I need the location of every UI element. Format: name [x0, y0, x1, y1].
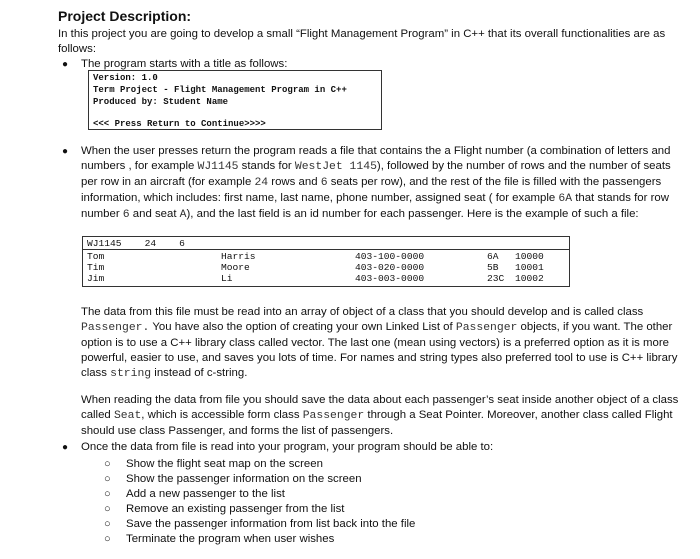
file-header-divider: [83, 249, 569, 250]
file-row-id: 10002: [515, 273, 544, 284]
file-header: WJ1145 24 6: [87, 238, 185, 249]
title-screen-box: [88, 70, 382, 130]
paragraph-seat-class: When reading the data from file you should save the data about each passenger’s seat inside another object of a class called Seat, which is accessible form class Passenger through a Seat Pointer. Moreover, another class called Flight should use class Passenger, and forms the list of passengers.: [81, 394, 679, 437]
bullet-2-text: When the user presses return the program reads a file that contains the a Flight number (a combination of letters and numbers , for example WJ1145 stands for WestJet 1145), followed by the number of rows and the number of seats per row in an aircraft (for example 24 rows and 6 seats per row), and the rest of the file is filled with the passengers information, which includes: first name, last name, phone number, assigned seat ( for example 6A that stands for row number 6 and seat A), and the last field is an id number for each passenger. Here is the example of such a file:: [81, 145, 671, 221]
circle-bullet-icon: ○: [104, 503, 111, 515]
circle-bullet-icon: ○: [104, 458, 111, 470]
file-row-first: Jim: [87, 273, 105, 284]
bullet-1-text: The program starts with a title as follows:: [81, 58, 288, 70]
list-item: Save the passenger information from list back into the file: [126, 518, 416, 530]
list-item: Remove an existing passenger from the list: [126, 503, 345, 515]
bullet-dot-2: ●: [62, 146, 69, 157]
file-row-last: Li: [221, 273, 233, 284]
intro-paragraph: In this project you are going to develop a small “Flight Management Program” in C++ that its overall functionalities are as follows:: [58, 28, 666, 55]
paragraph-passenger-class: The data from this file must be read into an array of object of a class that you should develop and is called class Passenger. You have also the option of creating your own Linked List of Passenger objects, if you want. The other option is to use a C++ library class called vector. The last one (mean using vectors) is a preferred option as it is more powerful, easier to use, and saves you lots of time. For names and string types also preferred tool to use is C++ library class string instead of c-string.: [81, 306, 678, 380]
bullet-dot-3: ●: [62, 442, 69, 453]
file-row-last: Moore: [221, 262, 250, 273]
circle-bullet-icon: ○: [104, 518, 111, 530]
title-box-project: Term Project - Flight Management Program in C++: [93, 85, 347, 95]
file-row-phone: 403-100-0000: [355, 251, 425, 262]
circle-bullet-icon: ○: [104, 473, 111, 485]
circle-bullet-icon: ○: [104, 533, 111, 545]
example-file-box: [82, 236, 570, 287]
title-box-version: Version: 1.0: [93, 73, 158, 83]
file-row-first: Tim: [87, 262, 105, 273]
title-box-continue: <<< Press Return to Continue>>>>: [93, 119, 266, 129]
file-row-phone: 403-003-0000: [355, 273, 425, 284]
file-row-seat: 6A: [487, 251, 499, 262]
file-row-first: Tom: [87, 251, 105, 262]
file-row-id: 10001: [515, 262, 544, 273]
bullet-dot-1: ●: [62, 59, 69, 70]
bullet-3-text: Once the data from file is read into your program, your program should be able to:: [81, 441, 494, 453]
list-item: Show the passenger information on the screen: [126, 473, 362, 485]
circle-bullet-icon: ○: [104, 488, 111, 500]
file-row-phone: 403-020-0000: [355, 262, 425, 273]
list-item: Add a new passenger to the list: [126, 488, 285, 500]
file-row-seat: 5B: [487, 262, 499, 273]
page-title: Project Description:: [58, 8, 192, 24]
file-row-seat: 23C: [487, 273, 505, 284]
list-item: Terminate the program when user wishes: [126, 533, 335, 545]
list-item: Show the flight seat map on the screen: [126, 458, 323, 470]
title-box-produced: Produced by: Student Name: [93, 97, 229, 107]
file-row-id: 10000: [515, 251, 544, 262]
file-row-last: Harris: [221, 251, 256, 262]
